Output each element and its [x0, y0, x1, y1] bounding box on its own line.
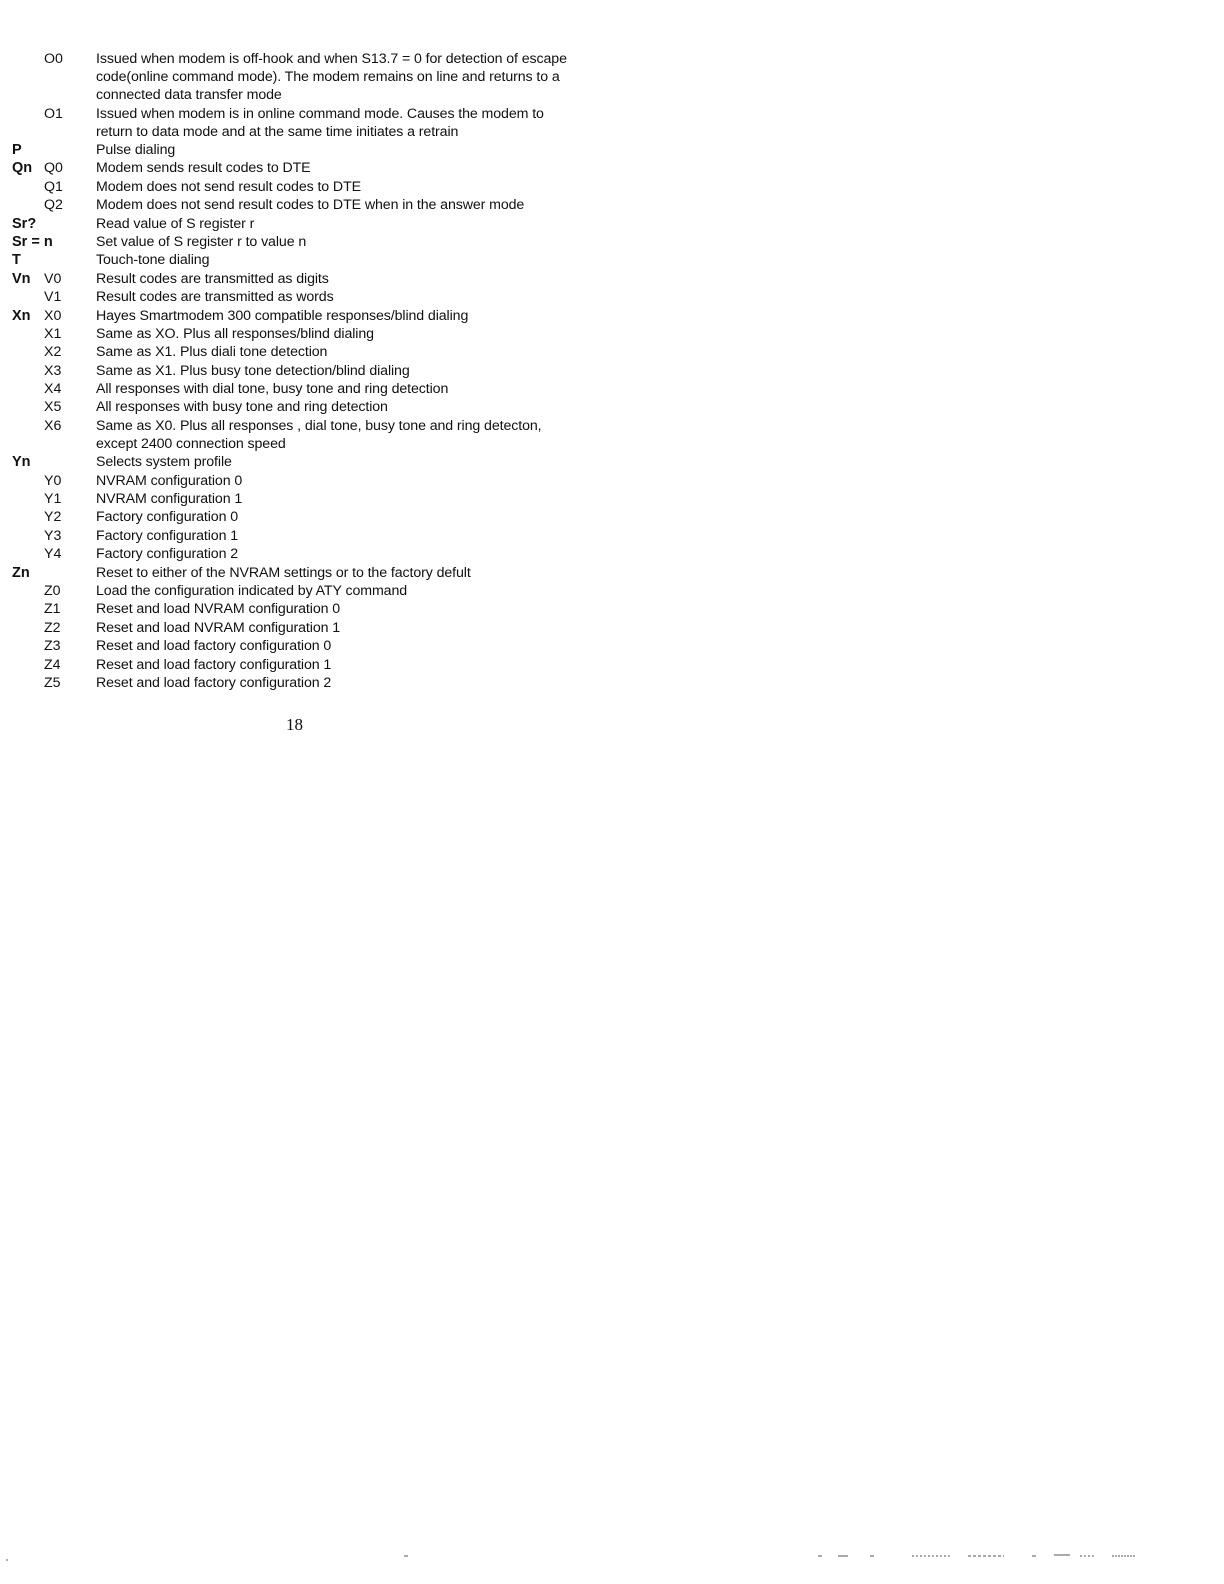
command-description: Pulse dialing	[96, 142, 176, 159]
command-option: O1	[44, 105, 63, 122]
command-description: NVRAM configuration 1	[96, 491, 243, 508]
command-row	[0, 178, 600, 196]
command-name: Sr = n	[12, 233, 53, 250]
command-name: T	[12, 252, 21, 269]
command-name: Sr?	[12, 215, 37, 232]
command-description: Reset to either of the NVRAM settings or to the factory defult	[96, 564, 471, 581]
command-description: Reset and load factory configuration 1	[96, 656, 332, 673]
command-description: Set value of S register r to value n	[96, 233, 307, 250]
command-description: Issued when modem is off-hook and when S13.7 = 0 for detection of escape code(online command mode). The modem remains on line and returns to a connected data transfer mode	[96, 51, 567, 104]
command-description: Result codes are transmitted as digits	[96, 270, 329, 287]
command-description: Load the configuration indicated by ATY command	[96, 583, 408, 600]
command-option: X4	[44, 381, 62, 398]
command-description: Reset and load factory configuration 0	[96, 638, 332, 655]
command-description: Modem sends result codes to DTE	[96, 160, 311, 177]
command-row	[0, 251, 600, 269]
command-row	[0, 508, 600, 526]
command-row	[0, 490, 600, 508]
command-description: Factory configuration 0	[96, 509, 239, 526]
command-row	[0, 159, 600, 177]
command-row	[0, 527, 600, 545]
command-option: X6	[44, 417, 62, 434]
command-name: Vn	[12, 270, 31, 287]
command-option: Q0	[44, 160, 63, 177]
command-description: Issued when modem is in online command mode. Causes the modem to return to data mode and at the same time initiates a retrain	[96, 105, 544, 140]
command-row	[0, 472, 600, 490]
command-row	[0, 417, 600, 453]
command-row	[0, 233, 600, 251]
command-description: Result codes are transmitted as words	[96, 289, 334, 306]
command-option: Y0	[44, 472, 62, 489]
command-row	[0, 656, 600, 674]
scan-noise-marks	[0, 1546, 1224, 1566]
command-description: Reset and load factory configuration 2	[96, 674, 332, 691]
command-description: All responses with dial tone, busy tone and ring detection	[96, 381, 449, 398]
command-name: Qn	[12, 160, 33, 177]
command-row	[0, 325, 600, 343]
command-row	[0, 288, 600, 306]
command-option: X2	[44, 344, 62, 361]
command-row	[0, 545, 600, 563]
command-option: X5	[44, 399, 62, 416]
command-row	[0, 105, 600, 141]
command-row	[0, 362, 600, 380]
command-description: Read value of S register r	[96, 215, 255, 232]
command-description: Selects system profile	[96, 454, 232, 471]
command-reference-list	[0, 50, 600, 692]
command-name: Yn	[12, 454, 31, 471]
command-row	[0, 398, 600, 416]
command-option: X0	[44, 307, 62, 324]
command-option: Z3	[44, 638, 61, 655]
command-row	[0, 453, 600, 471]
command-option: Q2	[44, 197, 63, 214]
command-description: All responses with busy tone and ring detection	[96, 399, 388, 416]
command-name: P	[12, 142, 22, 159]
command-description: Same as XO. Plus all responses/blind dialing	[96, 325, 374, 342]
command-description: Same as X1. Plus diali tone detection	[96, 344, 328, 361]
command-description: Reset and load NVRAM configuration 1	[96, 619, 341, 636]
command-row	[0, 637, 600, 655]
command-row	[0, 564, 600, 582]
command-description: Reset and load NVRAM configuration 0	[96, 601, 341, 618]
command-option: Z2	[44, 619, 61, 636]
command-description: Hayes Smartmodem 300 compatible responses/blind dialing	[96, 307, 469, 324]
page-number: 18	[286, 715, 303, 734]
command-option: Y2	[44, 509, 62, 526]
command-row	[0, 343, 600, 361]
command-description: NVRAM configuration 0	[96, 472, 243, 489]
command-name: Zn	[12, 564, 30, 581]
command-description: Factory configuration 2	[96, 546, 239, 563]
command-option: Q1	[44, 178, 63, 195]
command-row	[0, 582, 600, 600]
command-option: V0	[44, 270, 62, 287]
command-option: Y3	[44, 527, 62, 544]
command-option: X3	[44, 362, 62, 379]
command-option: Y4	[44, 546, 62, 563]
command-row	[0, 619, 600, 637]
command-description: Same as X1. Plus busy tone detection/blind dialing	[96, 362, 410, 379]
command-name: Xn	[12, 307, 31, 324]
command-row	[0, 307, 600, 325]
command-row	[0, 215, 600, 233]
command-option: Z0	[44, 583, 61, 600]
command-description: Modem does not send result codes to DTE when in the answer mode	[96, 197, 525, 214]
command-option: Z1	[44, 601, 61, 618]
command-row	[0, 196, 600, 214]
command-option: X1	[44, 325, 62, 342]
command-description: Touch-tone dialing	[96, 252, 210, 269]
command-option: Z4	[44, 656, 61, 673]
command-description: Factory configuration 1	[96, 527, 239, 544]
command-description: Same as X0. Plus all responses , dial tone, busy tone and ring detecton, except 2400 connection speed	[96, 417, 542, 453]
command-row	[0, 141, 600, 159]
command-option: V1	[44, 289, 62, 306]
command-row	[0, 674, 600, 692]
command-description: Modem does not send result codes to DTE	[96, 178, 362, 195]
command-option: O0	[44, 51, 63, 67]
command-row	[0, 270, 600, 288]
command-option: Z5	[44, 674, 61, 691]
command-row	[0, 600, 600, 618]
command-option: Y1	[44, 491, 62, 508]
command-row	[0, 50, 600, 105]
command-row	[0, 380, 600, 398]
